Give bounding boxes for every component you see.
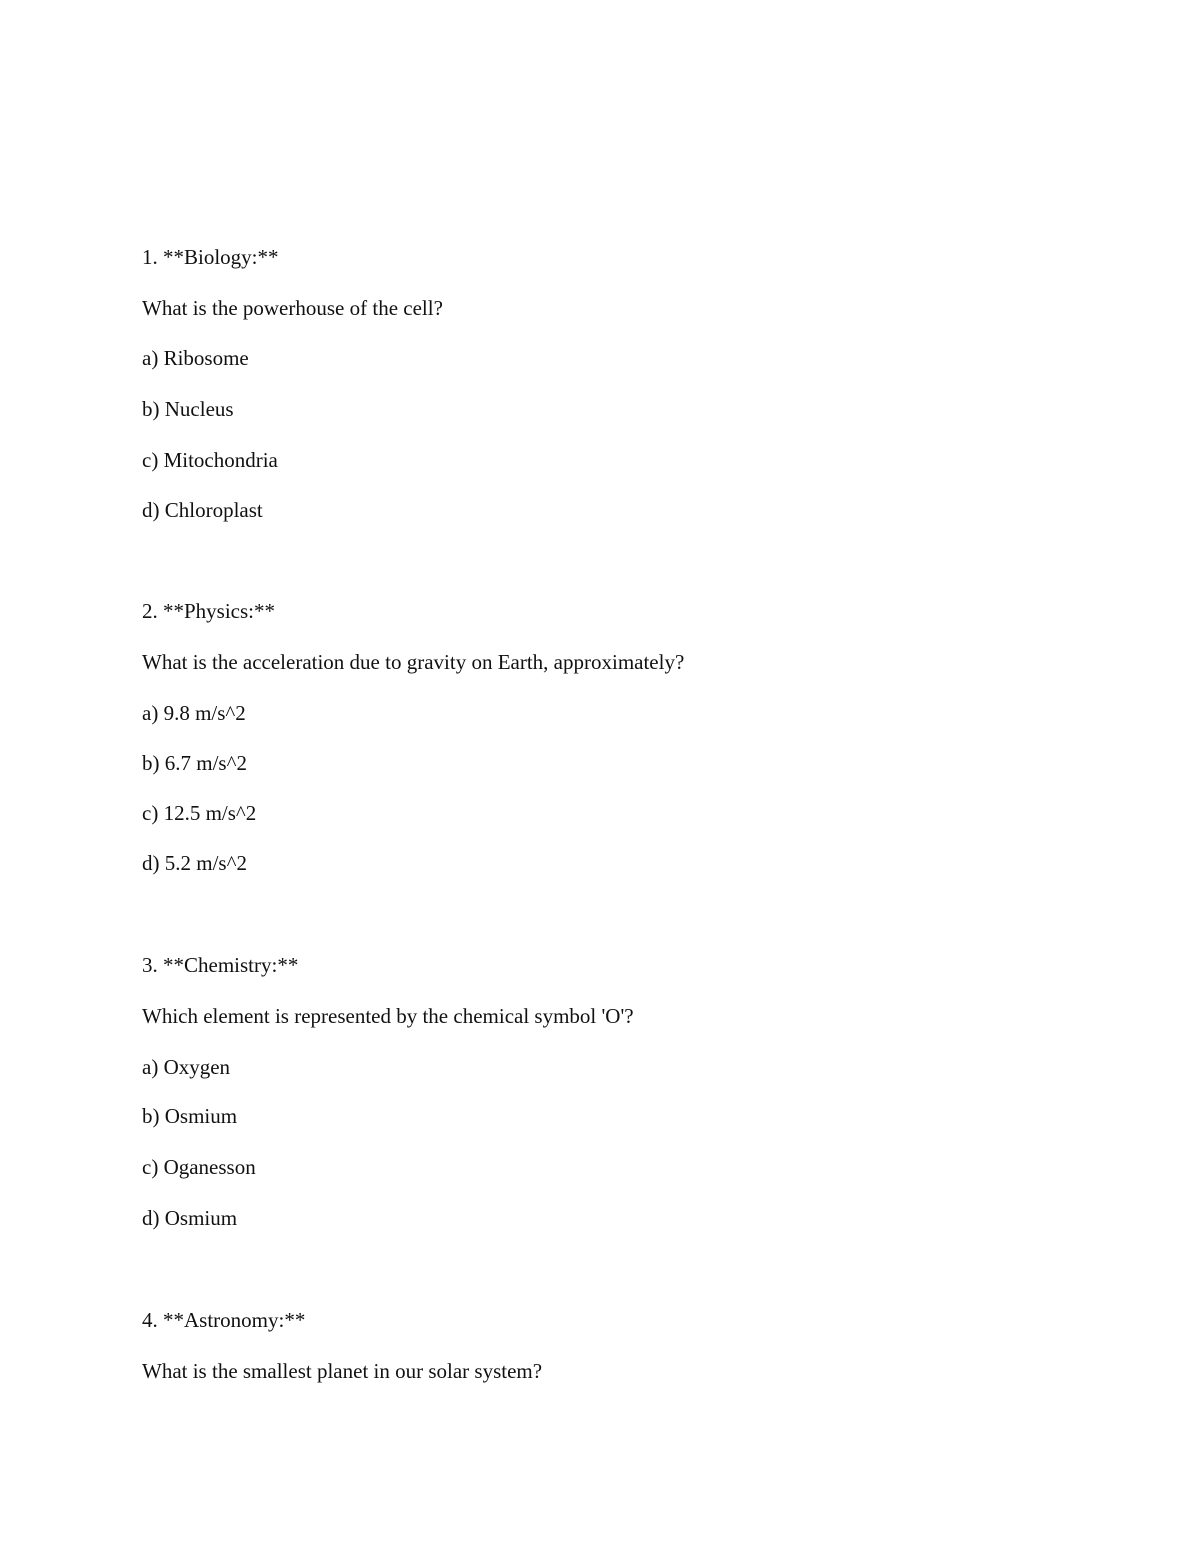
question-heading: 3. **Chemistry:** [142,953,299,977]
question-heading: 2. **Physics:** [142,599,276,623]
answer-option: b) Osmium [142,1104,238,1128]
question-text: What is the acceleration due to gravity on Earth, approximately? [142,650,685,674]
answer-option: a) Ribosome [142,346,249,370]
answer-option: c) Mitochondria [142,448,278,472]
answer-option: d) Osmium [142,1206,238,1230]
question-text: Which element is represented by the chemical symbol 'O'? [142,1004,634,1028]
answer-option: d) 5.2 m/s^2 [142,851,247,875]
answer-option: a) 9.8 m/s^2 [142,701,246,725]
question-heading: 4. **Astronomy:** [142,1308,306,1332]
answer-option: c) Oganesson [142,1155,256,1179]
answer-option: d) Chloroplast [142,498,263,522]
answer-option: b) 6.7 m/s^2 [142,751,247,775]
answer-option: c) 12.5 m/s^2 [142,801,257,825]
question-text: What is the powerhouse of the cell? [142,296,443,320]
question-heading: 1. **Biology:** [142,245,279,269]
answer-option: a) Oxygen [142,1055,231,1079]
question-text: What is the smallest planet in our solar system? [142,1359,543,1383]
answer-option: b) Nucleus [142,397,234,421]
